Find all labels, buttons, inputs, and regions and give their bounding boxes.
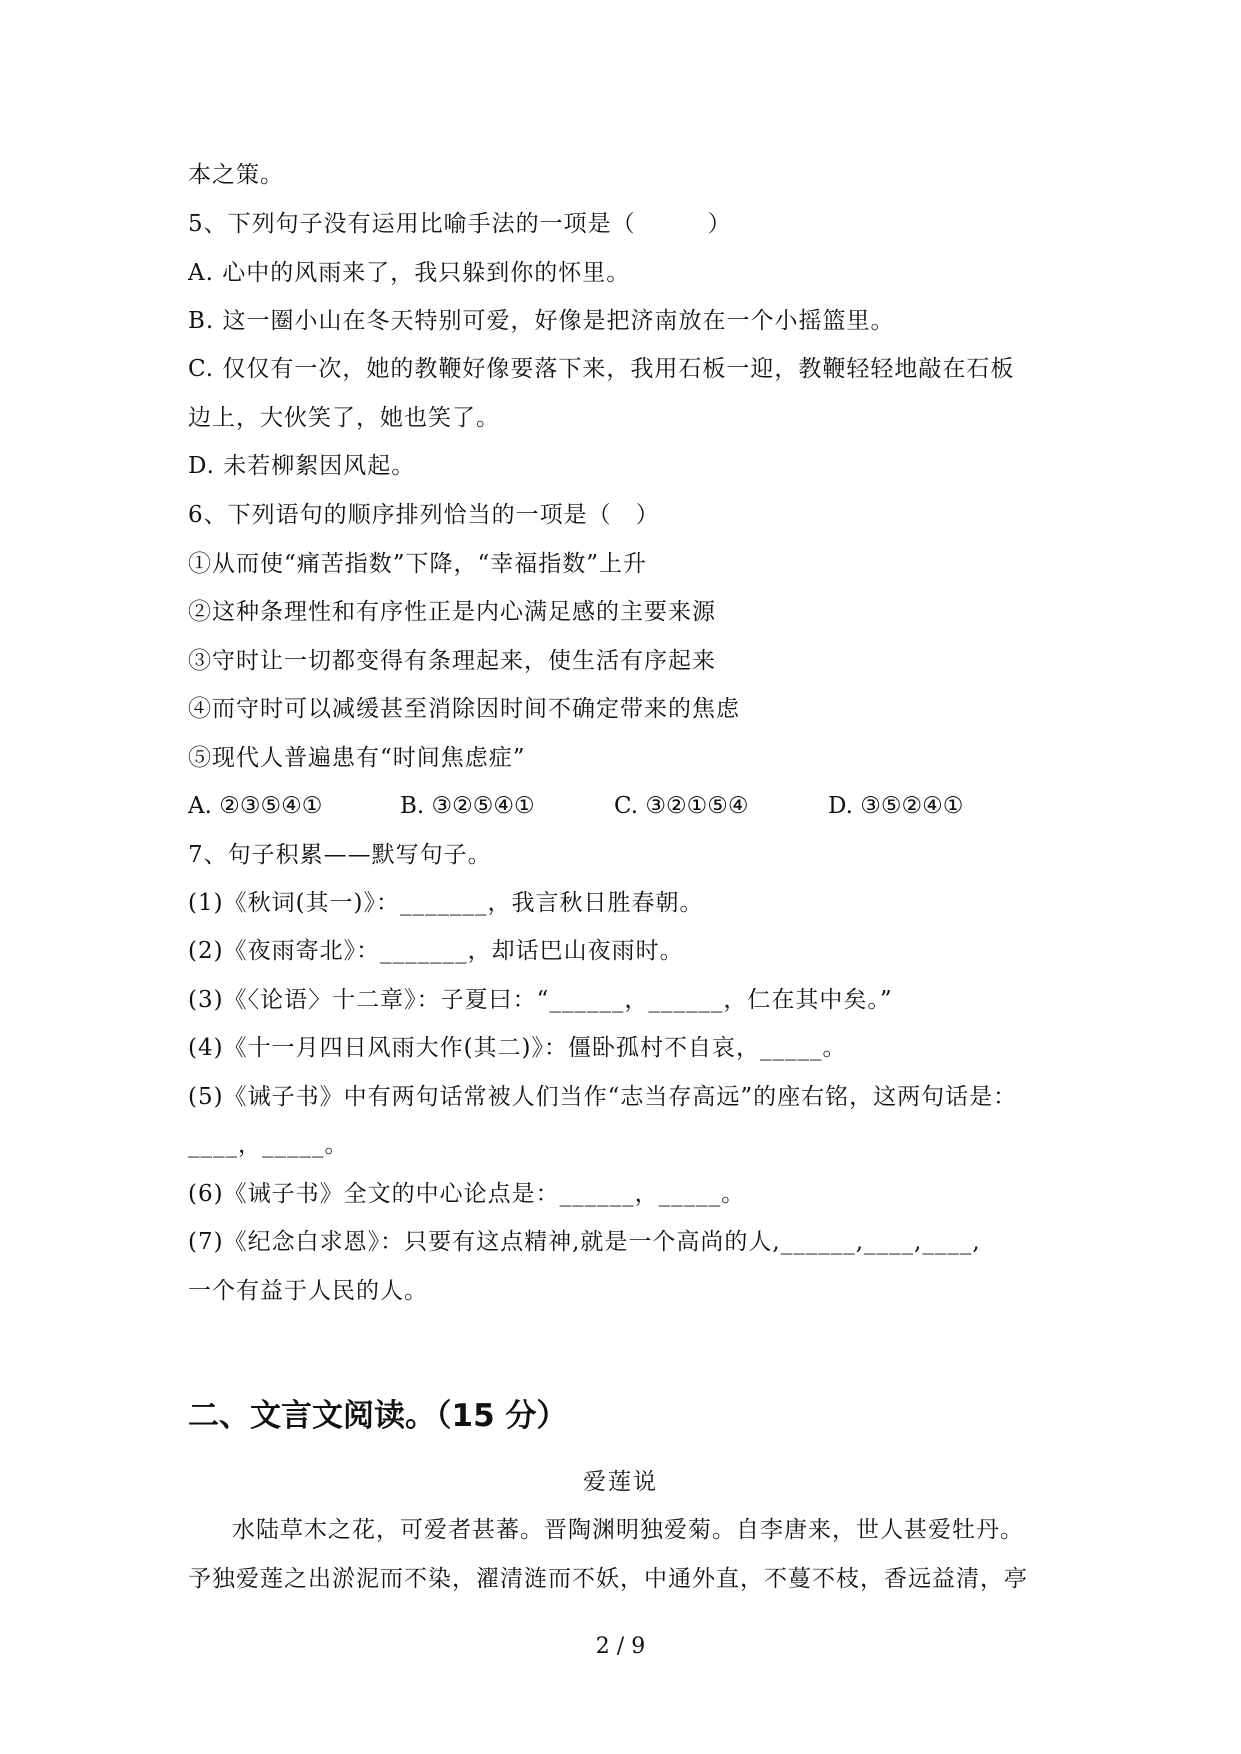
fill-5: (5)《诫子书》中有两句话常被人们当作“志当存高远”的座右铭，这两句话是：	[188, 1084, 1018, 1110]
fill-4: (4)《十一月四日风雨大作(其二)》：僵卧孤村不自哀，_____。	[188, 1035, 847, 1061]
q6-option-c: C. ③②①⑤④	[614, 793, 749, 819]
sentence-2: ②这种条理性和有序性正是内心满足感的主要来源	[188, 599, 716, 625]
section-title: 二、文言文阅读。（15 分）	[188, 1398, 568, 1434]
option-d: D. 未若柳絮因风起。	[188, 453, 416, 479]
q6-option-b: B. ③②⑤④①	[400, 793, 535, 819]
fill-6: (6)《诫子书》全文的中心论点是：______，_____。	[188, 1181, 746, 1207]
fill-5-cont: ____，_____。	[188, 1132, 349, 1158]
fill-7-cont: 一个有益于人民的人。	[188, 1278, 428, 1304]
fill-3: (3)《〈论语〉十二章》：子夏曰：“______，______，仁在其中矣。”	[188, 987, 893, 1013]
q6-option-a: A. ②③⑤④①	[188, 793, 323, 819]
essay-line: 水陆草木之花，可爱者甚蕃。晋陶渊明独爱菊。自李唐来，世人甚爱牡丹。	[232, 1517, 1024, 1543]
q6-option-d: D. ③⑤②④①	[828, 793, 964, 819]
sentence-4: ④而守时可以减缓甚至消除因时间不确定带来的焦虑	[188, 696, 740, 722]
sentence-3: ③守时让一切都变得有条理起来，使生活有序起来	[188, 648, 716, 674]
question-7: 7、句子积累——默写句子。	[188, 842, 492, 868]
question-5: 5、下列句子没有运用比喻手法的一项是（ ）	[188, 211, 732, 237]
page-number: 2 / 9	[595, 1634, 646, 1659]
fill-1: (1)《秋词(其一)》：_______，我言秋日胜春朝。	[188, 890, 704, 916]
essay-title: 爱莲说	[583, 1469, 658, 1495]
option-a: A. 心中的风雨来了，我只躲到你的怀里。	[188, 260, 631, 286]
text-line: 本之策。	[188, 162, 284, 188]
fill-7: (7)《纪念白求恩》：只要有这点精神,就是一个高尚的人,______,____,____,	[188, 1229, 981, 1255]
sentence-1: ①从而使“痛苦指数”下降，“幸福指数”上升	[188, 551, 648, 577]
fill-2: (2)《夜雨寄北》：_______，却话巴山夜雨时。	[188, 938, 684, 964]
question-6: 6、下列语句的顺序排列恰当的一项是（ ）	[188, 502, 660, 528]
option-c: C. 仅仅有一次，她的教鞭好像要落下来，我用石板一迎，教鞭轻轻地敲在石板	[188, 356, 1015, 382]
option-c-cont: 边上，大伙笑了，她也笑了。	[188, 405, 500, 431]
essay-line: 予独爱莲之出淤泥而不染，濯清涟而不妖，中通外直，不蔓不枝，香远益清，亭	[188, 1566, 1028, 1592]
sentence-5: ⑤现代人普遍患有“时间焦虑症”	[188, 745, 526, 771]
option-b: B. 这一圈小山在冬天特别可爱，好像是把济南放在一个小摇篮里。	[188, 308, 895, 334]
